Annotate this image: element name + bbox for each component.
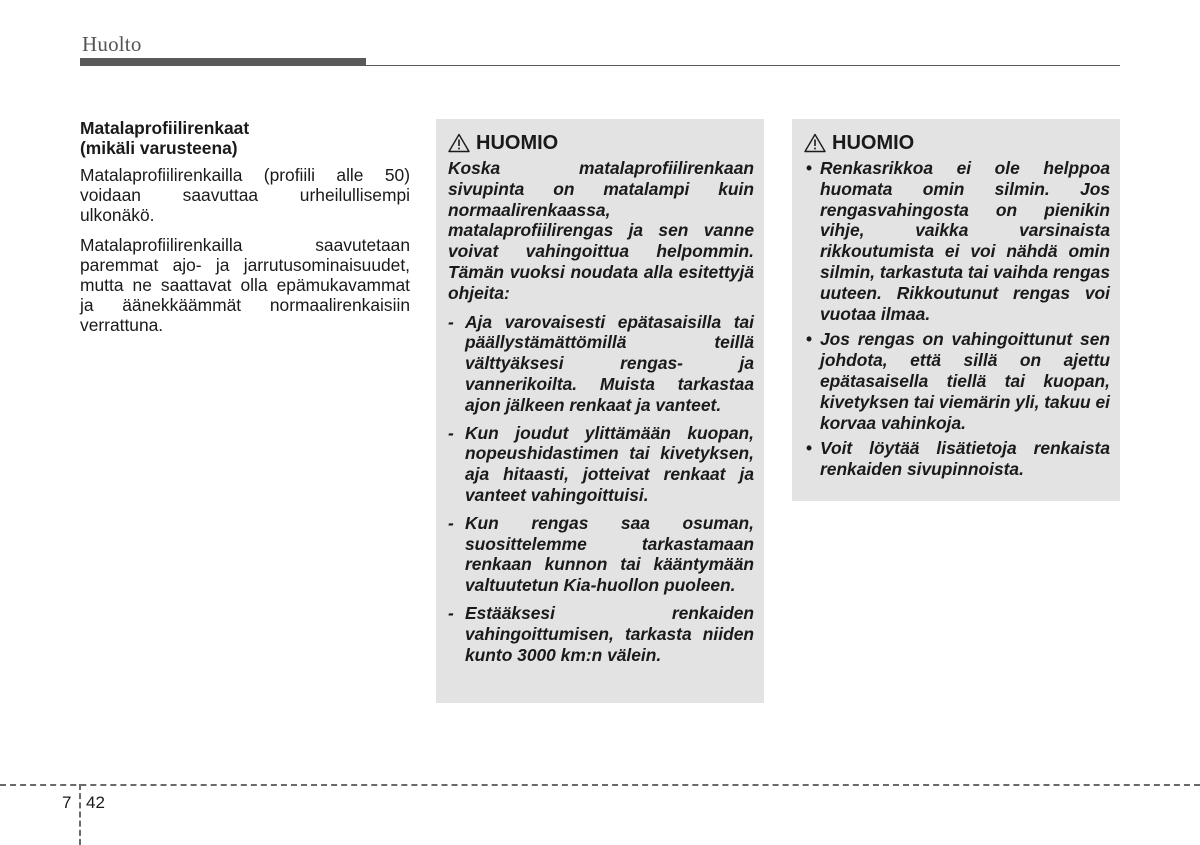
list-item-bullet: • <box>806 329 813 350</box>
section-heading <box>80 118 410 158</box>
page-number: 42 <box>86 793 105 812</box>
caution-box-1-body <box>448 158 754 665</box>
warning-triangle-icon <box>448 133 470 153</box>
list-item-text: Kun rengas saa osuman, suosittelemme tarkastamaan renkaan kunnon tai kääntymään valtuutetun Kia-huollon puoleen. <box>465 512 754 596</box>
list-item <box>448 312 754 416</box>
list-item <box>448 513 754 596</box>
list-item <box>448 603 754 665</box>
caution-box-1 <box>436 119 764 703</box>
section-heading-line-2: (mikäli varusteena) <box>80 138 238 158</box>
list-item-marker: - <box>448 512 454 533</box>
warning-triangle-icon <box>804 133 826 153</box>
list-item-marker: - <box>448 602 454 623</box>
page-header-title: Huolto <box>82 32 142 56</box>
list-item-marker: - <box>448 422 454 443</box>
list-item <box>448 423 754 506</box>
caution-box-1-title <box>448 131 754 155</box>
header-rule-thick <box>80 58 366 66</box>
caution-box-2-title-text: HUOMIO <box>832 131 915 154</box>
list-item-bullet: • <box>806 438 813 459</box>
list-item-text: Kun joudut ylittämään kuopan, nopeushidastimen tai kivetyksen, aja hitaasti, jotteivat renkaat ja vanteet vahingoittuisi. <box>465 422 754 505</box>
footer-dashed-rule <box>0 784 1200 786</box>
list-item-text: Voit löytää lisätietoja renkaista renkaiden sivupinnoista. <box>820 438 1110 480</box>
list-item-text: Renkasrikkoa ei ole helppoa huomata omin silmin. Jos rengasvahingosta on pienikin vihje, vaikka varsinaista rikkoutumista ei voi nähdä omin silmin, tarkastuta tai vaihda rengas uuteen. Rikkoutunut rengas voi vuotaa ilmaa. <box>820 158 1110 324</box>
left-column <box>80 118 410 345</box>
list-item-marker: - <box>448 311 454 332</box>
list-item-text: Jos rengas on vahingoittunut sen johdota, että sillä on ajettu epätasaisella tiellä tai kuopan, kivetyksen tai viemärin yli, takuu ei korvaa vahinkoja. <box>820 329 1110 433</box>
caution-box-2-title <box>804 131 1110 155</box>
header-rule-thin <box>366 65 1120 66</box>
list-item-text: Aja varovaisesti epätasaisilla tai päällystämättömillä teillä välttyäksesi rengas- ja vannerikoilta. Muista tarkastaa ajon jälkeen renkaat ja vanteet. <box>465 311 754 415</box>
list-item-text: Estääksesi renkaiden vahingoittumisen, tarkasta niiden kunto 3000 km:n välein. <box>465 602 754 665</box>
body-paragraph-1: Matalaprofiilirenkailla (profiili alle 50) voidaan saavuttaa urheilullisempi ulkonäkö. <box>80 165 410 225</box>
chapter-number: 7 <box>62 793 72 812</box>
body-paragraph-2: Matalaprofiilirenkailla saavutetaan paremmat ajo- ja jarrutusominaisuudet, mutta ne saattavat olla epämukavammat ja äänekkäämmät normaalirenkaisiin verrattuna. <box>80 235 410 335</box>
caution-box-1-intro: Koska matalaprofiilirenkaan sivupinta on matalampi kuin normaalirenkaassa, matalaprofiilirengas ja sen vanne voivat vahingoittua helpommin. Tämän vuoksi noudata alla esitettyjä ohjeita: <box>448 158 754 303</box>
list-item <box>804 329 1110 433</box>
list-item <box>804 158 1110 324</box>
section-heading-line-1: Matalaprofiilirenkaat <box>80 118 250 138</box>
list-item-bullet: • <box>806 158 813 178</box>
caution-box-2 <box>792 119 1120 501</box>
caution-box-1-title-text: HUOMIO <box>476 131 559 154</box>
caution-box-2-body <box>804 158 1110 480</box>
footer-dashed-divider <box>79 784 81 845</box>
list-item <box>804 438 1110 480</box>
